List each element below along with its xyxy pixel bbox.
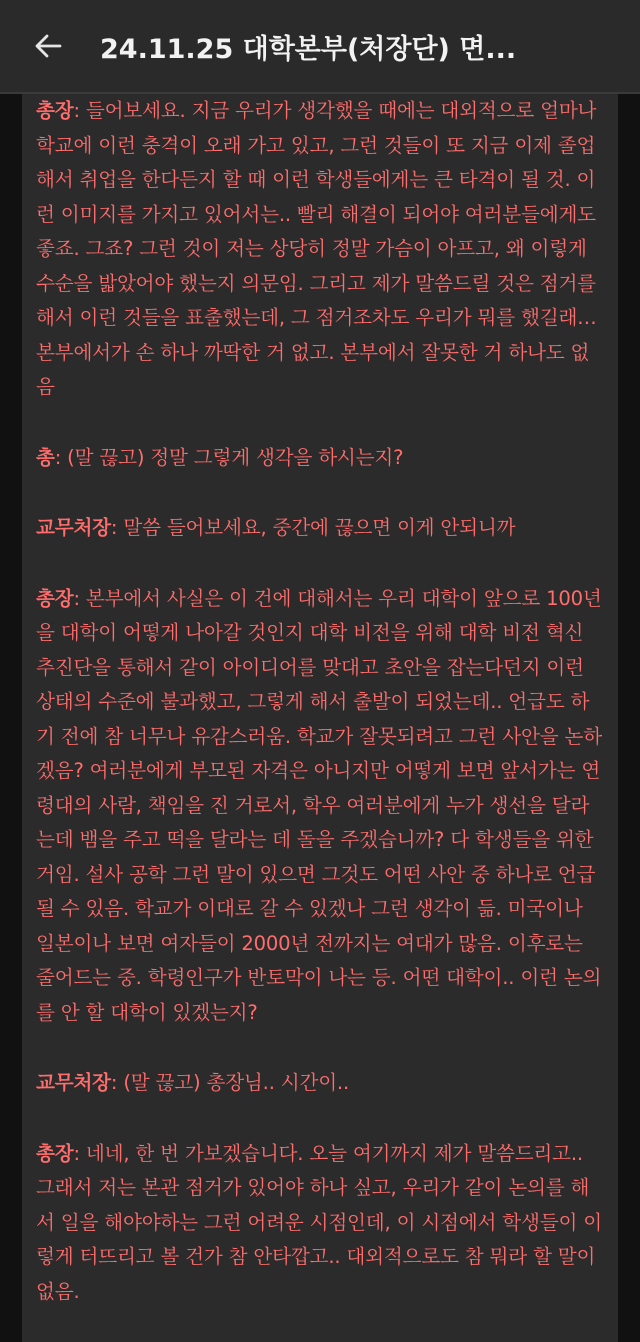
- speaker-label: 교무처장: [36, 516, 111, 539]
- speaker-label: 교무처장: [36, 1071, 111, 1094]
- speech-text: : 말씀 들어보세요, 중간에 끊으면 이게 안되니까: [110, 516, 516, 539]
- transcript-paragraph: [36, 94, 606, 405]
- speech-text: : 들어보세요. 지금 우리가 생각했을 때에는 대외적으로 얼마나 학교에 이런 충격이 오래 가고 있고, 그런 것들이 또 지금 이제 졸업해서 취업을 한다든지 할 때 이런 학생들에게는 큰 타격이 될 것. 이런 이미지를 가지고 있어서는.. 빨리 해결이 되어야 여러분들에게도 좋죠. 그죠? 그런 것이 저는 상당히 정말 가슴이 아프고, 왜 이렇게 수순을 밟았어야 했는지 의문임. 그리고 제가 말씀드릴 것은 점거를 해서 이런 것들을 표출했는데, 그 점거조차도 우리가 뭐를 했길래… 본부에서가 손 하나 까딱한 거 없고. 본부에서 잘못한 거 하나도 없음: [36, 99, 597, 398]
- speaker-label: 총장: [36, 586, 74, 610]
- back-button[interactable]: [0, 0, 96, 92]
- transcript-paragraph: [36, 511, 606, 546]
- speech-text: : (말 끊고) 정말 그렇게 생각을 하시는지?: [54, 445, 404, 469]
- speaker-label: 총: [36, 445, 55, 469]
- arrow-left-icon: [33, 31, 63, 61]
- speech-text: : (말 끊고) 총장님.. 시간이..: [110, 1071, 349, 1094]
- page-title: 24.11.25 대학본부(처장단) 면...: [100, 33, 517, 65]
- transcript-paragraph: [36, 1137, 606, 1310]
- app-header: [0, 0, 640, 92]
- speaker-label: 총장: [36, 99, 74, 122]
- speech-text: : 네네, 한 번 가보겠습니다. 오늘 여기까지 제가 말씀드리고.. 그래서 저는 본관 점거가 있어야 하나 싶고, 우리가 같이 논의를 해서 일을 해야야하는 그런 어려운 시점인데, 이 시점에서 학생들이 이렇게 터뜨리고 볼 건가 참 안타깝고.. 대외적으로도 참 뭐라 할 말이 없음.: [36, 1141, 602, 1303]
- transcript-paragraph: [36, 582, 606, 1031]
- transcript-paragraph: [36, 441, 606, 476]
- transcript-body: [22, 94, 618, 1342]
- speaker-label: 총장: [36, 1141, 74, 1165]
- speech-text: : 본부에서 사실은 이 건에 대해서는 우리 대학이 앞으로 100년을 대학이 어떻게 나아갈 것인지 대학 비전을 위해 대학 비전 혁신 추진단을 통해서 같이 아이디어를 맞대고 초안을 잡는다던지 이런 상태의 수준에 불과했고, 그렇게 해서 출발이 되었는데.. 언급도 하기 전에 참 너무나 유감스러움. 학교가 잘못되려고 그런 사안을 논하겠음? 여러분에게 부모된 자격은 아니지만 어떻게 보면 앞서가는 연령대의 사람, 책임을 진 거로서, 학우 여러분에게 누가 생선을 달라는데 뱀을 주고 떡을 달라는 데 돌을 주겠습니까? 다 학생들을 위한 거임. 설사 공학 그런 말이 있으면 그것도 어떤 사안 중 하나로 언급될 수 있음. 학교가 이대로 갈 수 있겠나 그런 생각이 듦. 미국이나 일본이나 보면 여자들이 2000년 전까지는 여대가 많음. 이후로는 줄어드는 중. 학령인구가 반토막이 나는 등. 어떤 대학이.. 이런 논의를 안 할 대학이 있겠는지?: [36, 586, 602, 1024]
- transcript-paragraph: [36, 1066, 606, 1101]
